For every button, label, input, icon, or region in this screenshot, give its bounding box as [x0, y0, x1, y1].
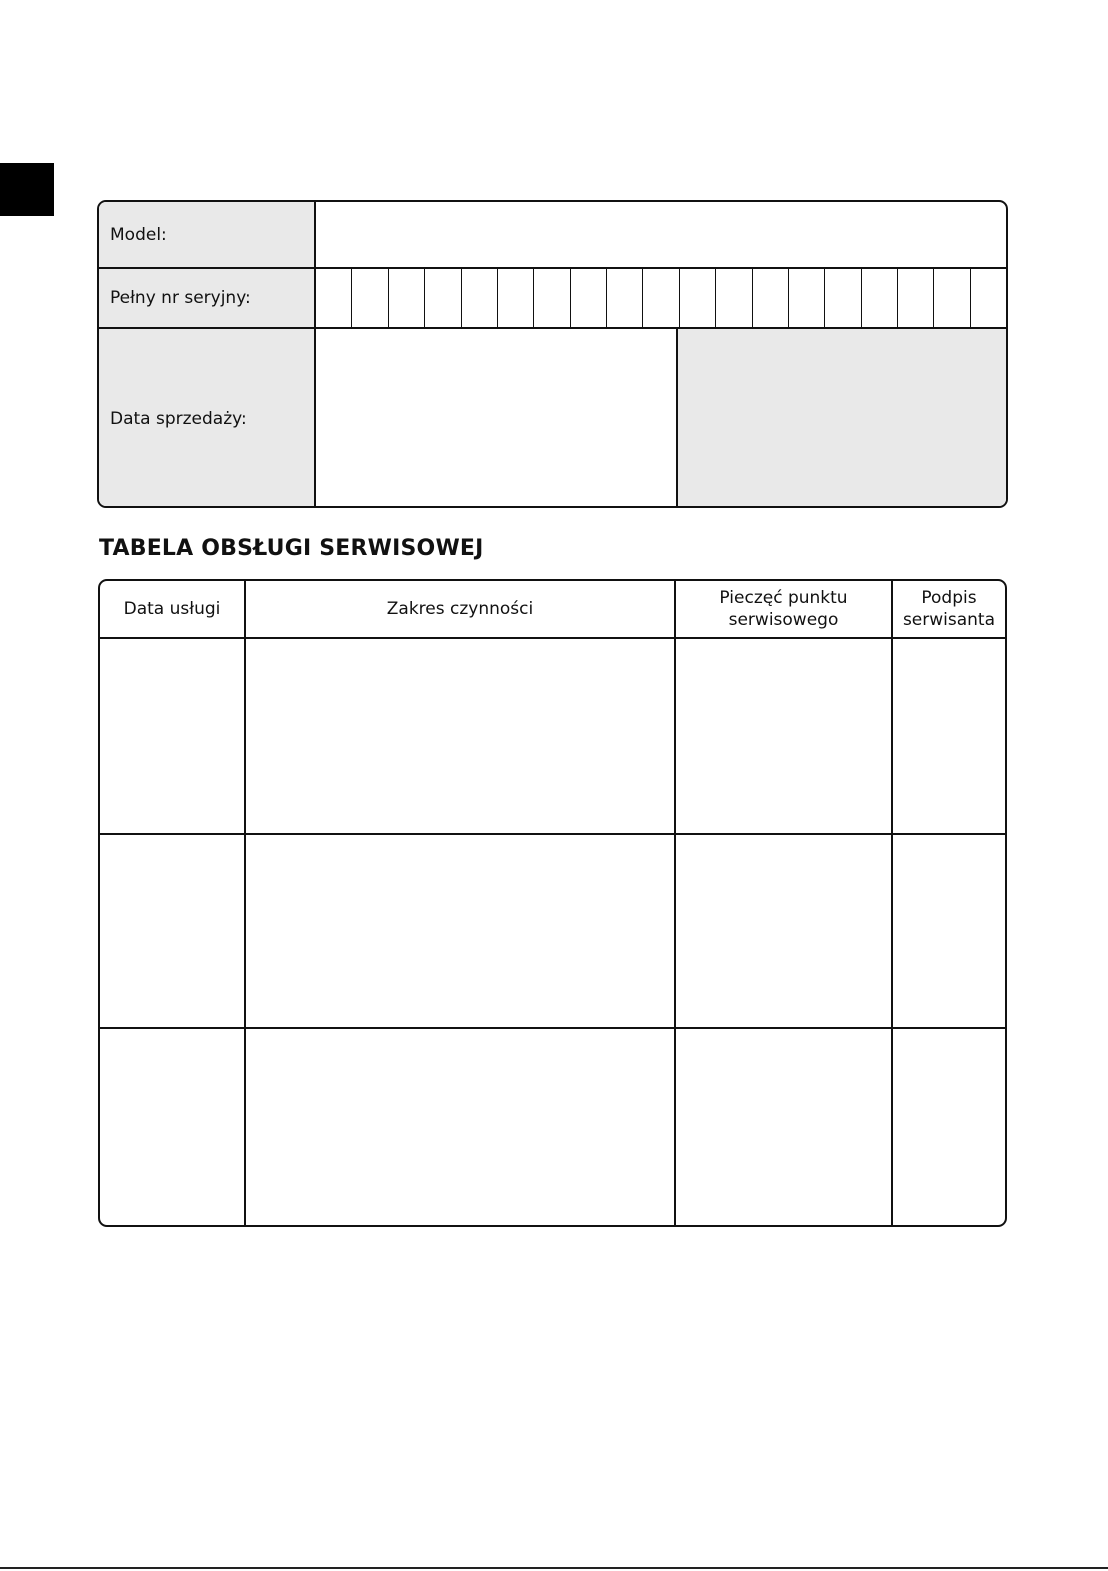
serial-char-box[interactable]	[752, 269, 788, 327]
serial-char-box[interactable]	[970, 269, 1006, 327]
service-date-cell[interactable]	[100, 1029, 246, 1225]
sale-date-field[interactable]	[316, 329, 678, 508]
serial-label: Pełny nr seryjny:	[99, 269, 316, 327]
service-scope-cell[interactable]	[246, 637, 676, 833]
model-label: Model:	[99, 202, 316, 267]
serial-char-box[interactable]	[861, 269, 897, 327]
header-service-stamp: Pieczęć punktu serwisowego	[676, 581, 893, 637]
serial-char-box[interactable]	[824, 269, 860, 327]
header-technician-signature: Podpis serwisanta	[902, 588, 996, 630]
serial-char-box[interactable]	[570, 269, 606, 327]
serial-char-box[interactable]	[788, 269, 824, 327]
model-row	[99, 202, 1006, 269]
service-table-header	[100, 581, 1005, 639]
serial-char-box[interactable]	[642, 269, 678, 327]
service-scope-cell[interactable]	[246, 835, 676, 1027]
serial-field	[316, 269, 1006, 327]
serial-char-box[interactable]	[316, 269, 351, 327]
service-date-cell[interactable]	[100, 637, 246, 833]
sale-date-row	[99, 329, 1006, 508]
serial-char-box[interactable]	[461, 269, 497, 327]
service-stamp-cell[interactable]	[676, 637, 893, 833]
serial-boxes	[316, 269, 1006, 327]
page-edge-tab	[0, 163, 54, 216]
model-field[interactable]	[316, 202, 1006, 267]
serial-char-box[interactable]	[351, 269, 387, 327]
header-service-scope: Zakres czynności	[246, 581, 676, 637]
signature-cell[interactable]	[893, 835, 1005, 1027]
product-info-box	[97, 200, 1008, 508]
service-table-title: TABELA OBSŁUGI SERWISOWEJ	[99, 536, 484, 561]
service-stamp-cell[interactable]	[676, 835, 893, 1027]
signature-cell[interactable]	[893, 637, 1005, 833]
service-scope-cell[interactable]	[246, 1029, 676, 1225]
serial-row	[99, 269, 1006, 329]
serial-char-box[interactable]	[933, 269, 969, 327]
serial-char-box[interactable]	[533, 269, 569, 327]
seller-stamp-area[interactable]	[678, 329, 1006, 508]
page-bottom-rule	[0, 1567, 1108, 1569]
table-row	[100, 637, 1005, 835]
service-stamp-cell[interactable]	[676, 1029, 893, 1225]
serial-char-box[interactable]	[715, 269, 751, 327]
serial-char-box[interactable]	[388, 269, 424, 327]
header-service-date: Data usługi	[100, 581, 246, 637]
serial-char-box[interactable]	[897, 269, 933, 327]
serial-char-box[interactable]	[424, 269, 460, 327]
sale-date-label: Data sprzedaży:	[99, 329, 316, 508]
service-table	[98, 579, 1007, 1227]
table-row	[100, 835, 1005, 1029]
serial-char-box[interactable]	[497, 269, 533, 327]
signature-cell[interactable]	[893, 1029, 1005, 1225]
serial-char-box[interactable]	[606, 269, 642, 327]
serial-char-box[interactable]	[679, 269, 715, 327]
table-row	[100, 1029, 1005, 1225]
service-date-cell[interactable]	[100, 835, 246, 1027]
